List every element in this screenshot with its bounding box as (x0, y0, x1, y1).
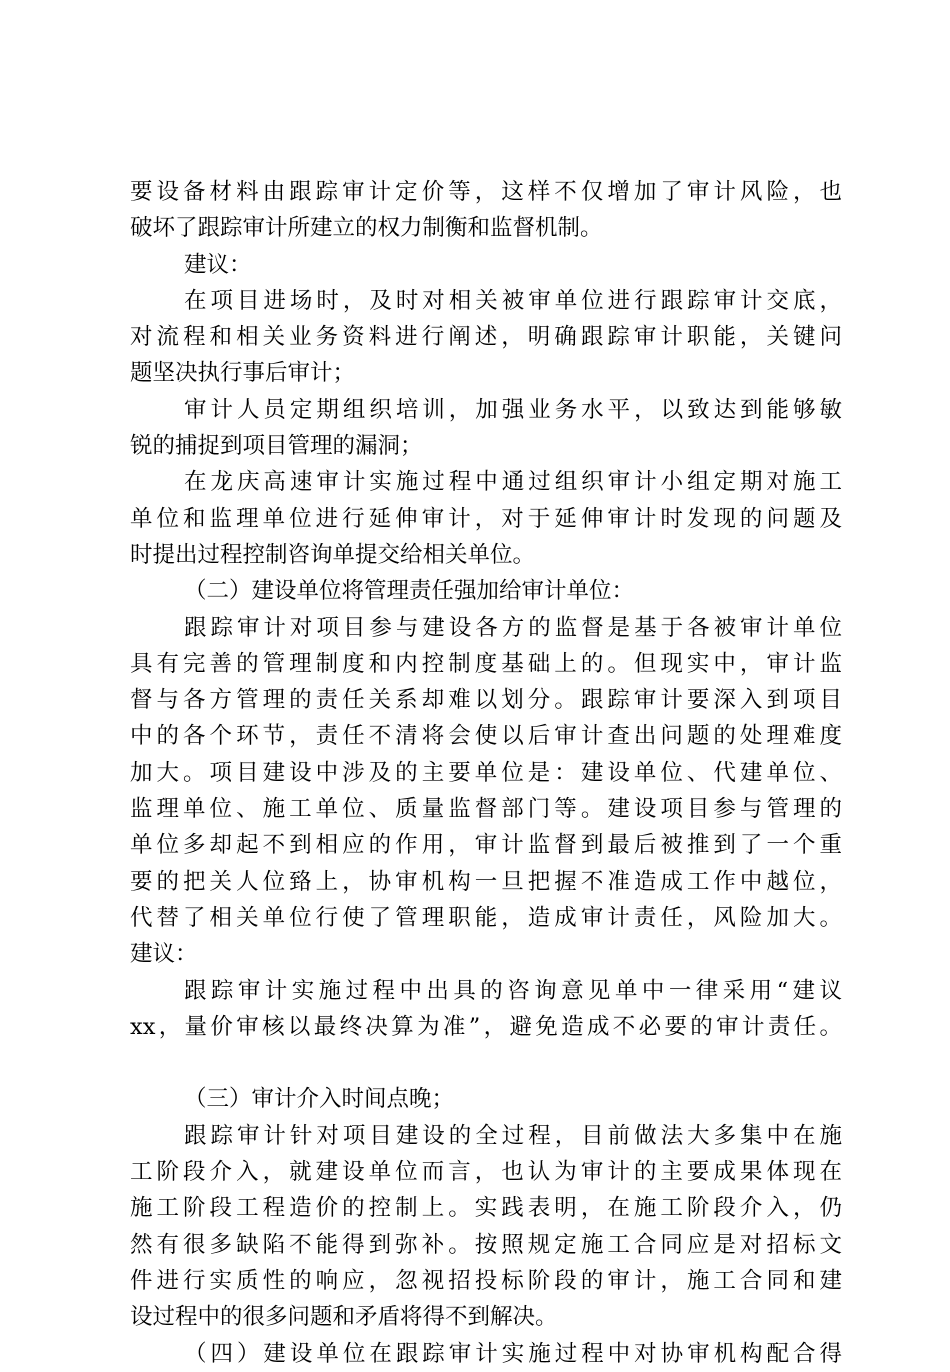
section-heading: （四）建设单位在跟踪审计实施过程中对协审机构配合得 (184, 1340, 842, 1367)
text-line: xx，量价审核以最终决算为准”，避免造成不必要的审计责任。 (130, 1013, 842, 1040)
text-line: 建议： (184, 251, 252, 278)
text-line: 在项目进场时，及时对相关被审单位进行跟踪审计交底， (184, 287, 842, 314)
text-line: 锐的捕捉到项目管理的漏洞； (130, 433, 423, 460)
text-line: 跟踪审计实施过程中出具的咨询意见单中一律采用“建议 (184, 977, 842, 1004)
text-line: 要的把关人位臵上，协审机构一旦把握不准造成工作中越位， (130, 868, 842, 895)
text-line: 工阶段介入，就建设单位而言，也认为审计的主要成果体现在 (130, 1159, 842, 1186)
text-line: 监理单位、施工单位、质量监督部门等。建设项目参与管理的 (130, 796, 842, 823)
text-line: 跟踪审计对项目参与建设各方的监督是基于各被审计单位 (184, 614, 842, 641)
text-line: 代替了相关单位行使了管理职能，造成审计责任，风险加大。 (130, 904, 842, 931)
text-line: 要设备材料由跟踪审计定价等，这样不仅增加了审计风险，也 (130, 179, 842, 205)
text-line: 建议： (130, 941, 198, 968)
text-line: 在龙庆高速审计实施过程中通过组织审计小组定期对施工 (184, 469, 842, 496)
section-heading: （三）审计介入时间点晚； (184, 1086, 455, 1113)
section-heading: （二）建设单位将管理责任强加给审计单位： (184, 578, 635, 605)
text-line: 件进行实质性的响应，忽视招投标阶段的审计，施工合同和建 (130, 1267, 842, 1294)
text-line: 破坏了跟踪审计所建立的权力制衡和监督机制。 (130, 215, 603, 242)
text-line: 加大。项目建设中涉及的主要单位是：建设单位、代建单位、 (130, 759, 842, 786)
text-line: 审计人员定期组织培训，加强业务水平，以致达到能够敏 (184, 396, 842, 423)
paragraph-gap (130, 1045, 842, 1081)
body-text (130, 174, 842, 1372)
text-line: 具有完善的管理制度和内控制度基础上的。但现实中，审计监 (130, 650, 842, 677)
text-line: 设过程中的很多问题和矛盾将得不到解决。 (130, 1304, 558, 1331)
text-line: 题坚决执行事后审计； (130, 360, 356, 387)
text-line: 对流程和相关业务资料进行阐述，明确跟踪审计职能，关键问 (130, 324, 842, 351)
text-line: 跟踪审计针对项目建设的全过程，目前做法大多集中在施 (184, 1122, 842, 1149)
text-line: 施工阶段工程造价的控制上。实践表明，在施工阶段介入，仍 (130, 1195, 842, 1222)
text-line: 然有很多缺陷不能得到弥补。按照规定施工合同应是对招标文 (130, 1231, 842, 1258)
text-line: 单位和监理单位进行延伸审计，对于延伸审计时发现的问题及 (130, 505, 842, 532)
text-line: 单位多却起不到相应的作用，审计监督到最后被推到了一个重 (130, 832, 842, 859)
text-line: 时提出过程控制咨询单提交给相关单位。 (130, 541, 536, 568)
text-line: 中的各个环节，责任不清将会使以后审计查出问题的处理难度 (130, 723, 842, 750)
text-line: 督与各方管理的责任关系却难以划分。跟踪审计要深入到项目 (130, 687, 842, 714)
